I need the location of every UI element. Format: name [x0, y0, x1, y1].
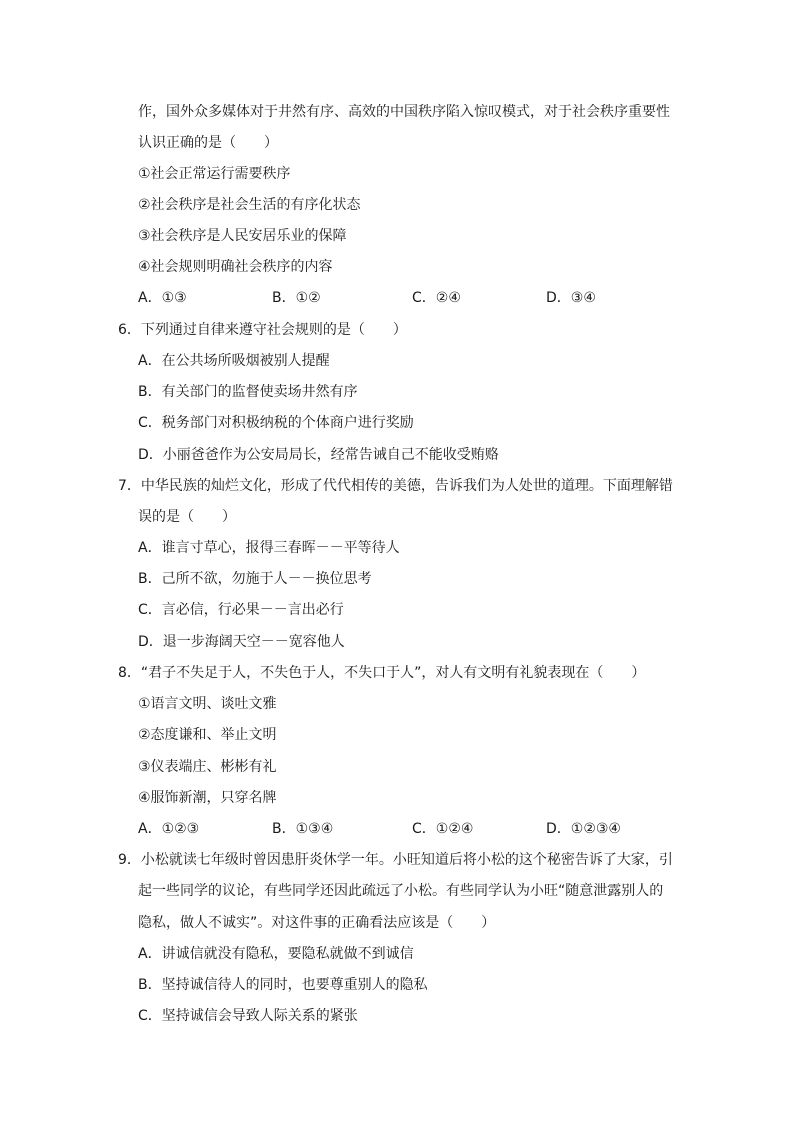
q9-stem-line-1: 9．小松就读七年级时曾因患肝炎休学一年。小旺知道后将小松的这个秘密告诉了大家，引: [118, 852, 673, 868]
q5-option-d: D．③④: [546, 290, 596, 306]
q8-item-1: ①语言文明、谈吐文雅: [138, 696, 277, 712]
q5-item-3: ③社会秩序是人民安居乐业的保障: [138, 228, 347, 244]
q7-stem-line-2: 误的是（ ）: [138, 509, 236, 525]
q8-stem: 8．“君子不失足于人，不失色于人，不失口于人”，对人有文明有礼貌表现在（ ）: [118, 665, 646, 681]
q8-item-3: ③仪表端庄、彬彬有礼: [138, 759, 277, 775]
q9-option-b: B．坚持诚信待人的同时，也要尊重别人的隐私: [138, 977, 428, 993]
q6-option-b: B．有关部门的监督使卖场井然有序: [138, 384, 358, 400]
q5-option-c: C．②④: [412, 290, 461, 306]
q5-stem-line-2: 认识正确的是（ ）: [138, 135, 278, 151]
q7-option-b: B．己所不欲，勿施于人－－换位思考: [138, 571, 372, 587]
q5-item-1: ①社会正常运行需要秩序: [138, 166, 291, 182]
q8-option-b: B．①③④: [272, 821, 334, 837]
q9-stem-line-3: 隐私，做人不诚实”。对这件事的正确看法应该是（ ）: [138, 915, 496, 931]
q9-option-c: C．坚持诚信会导致人际关系的紧张: [138, 1008, 358, 1024]
q9-stem-line-2: 起一些同学的议论，有些同学还因此疏远了小松。有些同学认为小旺“随意泄露别人的: [138, 883, 664, 899]
q7-stem-line-1: 7．中华民族的灿烂文化，形成了代代相传的美德，告诉我们为人处世的道理。下面理解错: [118, 478, 673, 494]
q9-option-a: A．讲诚信就没有隐私，要隐私就做不到诚信: [138, 946, 414, 962]
q6-stem: 6．下列通过自律来遵守社会规则的是（ ）: [118, 322, 407, 338]
q5-option-a: A．①③: [138, 290, 187, 306]
q5-option-b: B．①②: [272, 290, 321, 306]
q5-item-4: ④社会规则明确社会秩序的内容: [138, 259, 333, 275]
q6-option-d: D．小丽爸爸作为公安局局长，经常告诫自己不能收受贿赂: [138, 447, 499, 463]
q8-option-a: A．①②③: [138, 821, 200, 837]
q8-item-2: ②态度谦和、举止文明: [138, 727, 277, 743]
q8-item-4: ④服饰新潮，只穿名牌: [138, 790, 277, 806]
q7-option-c: C．言必信，行必果－－言出必行: [138, 602, 344, 618]
q5-item-2: ②社会秩序是社会生活的有序化状态: [138, 197, 361, 213]
q6-option-a: A．在公共场所吸烟被别人提醒: [138, 353, 330, 369]
q8-option-d: D．①②③④: [546, 821, 621, 837]
q7-option-d: D．退一步海阔天空－－宽容他人: [138, 634, 345, 650]
q6-option-c: C．税务部门对积极纳税的个体商户进行奖励: [138, 415, 414, 431]
q5-stem-line-1: 作，国外众多媒体对于井然有序、高效的中国秩序陷入惊叹模式，对于社会秩序重要性: [138, 104, 670, 120]
q8-option-c: C．①②④: [412, 821, 474, 837]
q7-option-a: A．谁言寸草心，报得三春晖－－平等待人: [138, 540, 400, 556]
